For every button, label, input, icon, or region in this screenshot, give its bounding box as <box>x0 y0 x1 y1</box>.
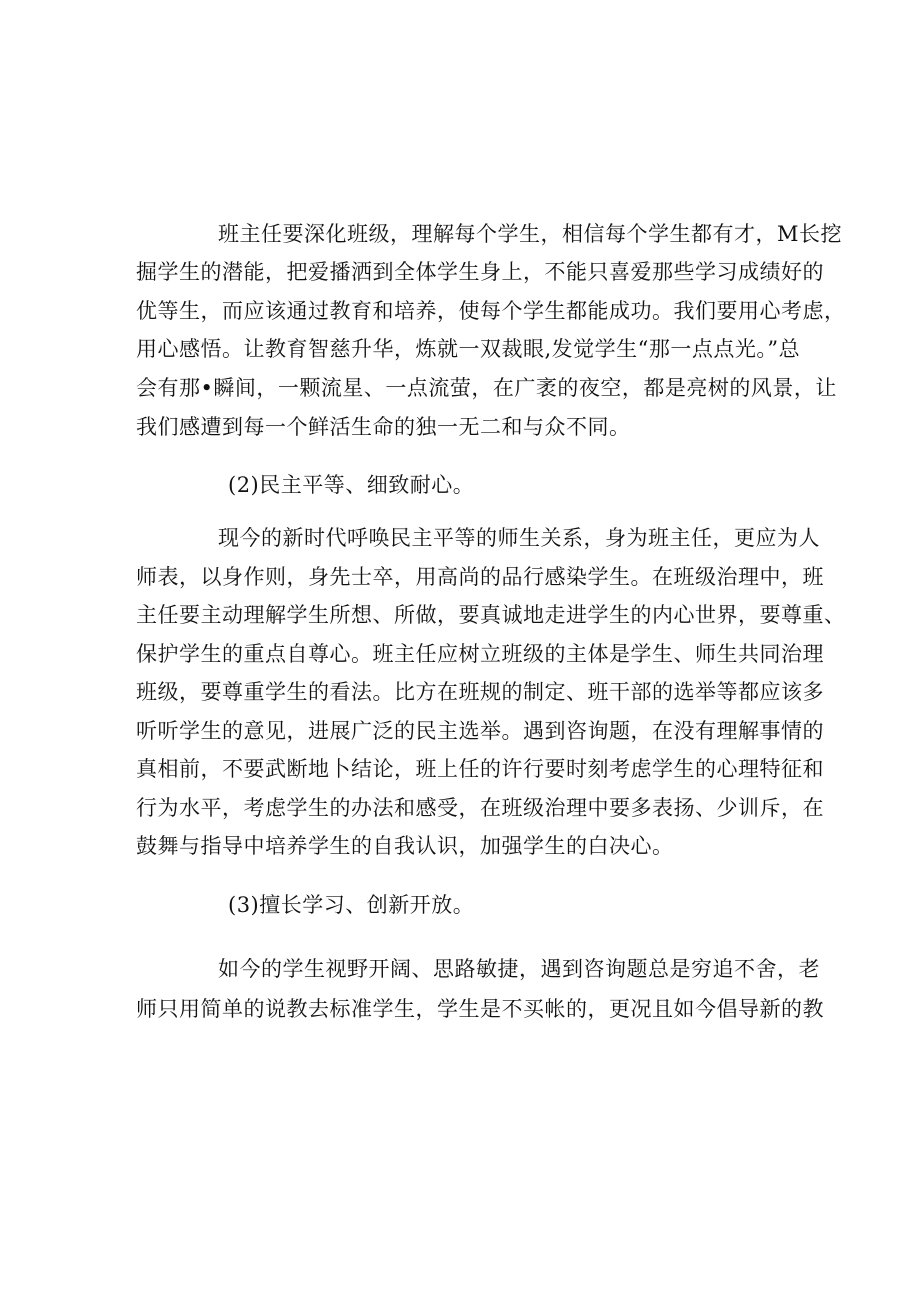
paragraph-1-line-2: 掘学生的潜能，把爱播洒到全体学生身上，不能只喜爱那些学习成绩好的 <box>136 260 824 284</box>
paragraph-2-line-1: 现今的新时代呼唤民主平等的师生关系，身为班主任，更应为人 <box>218 526 820 550</box>
paragraph-1-line-4: 用心感悟。让教育智慈升华，炼就一双裁眼,发觉学生“那一点点光。”总 <box>136 337 801 361</box>
paragraph-1-line-1: 班主任要深化班级，理解每个学生，相信每个学生都有才，M长挖 <box>218 222 842 246</box>
paragraph-2-line-8: 行为水平，考虑学生的办法和感受，在班级治理中要多表扬、少训斥，在 <box>136 796 824 820</box>
paragraph-2-line-4: 保护学生的重点自尊心。班主任应树立班级的主体是学生、师生共同治理 <box>136 642 824 666</box>
paragraph-2-line-5: 班级，要尊重学生的看法。比方在班规的制定、班干部的选举等都应该多 <box>136 680 824 704</box>
paragraph-1-line-5: 会有那•瞬间，一颗流星、一点流萤，在广袤的夜空，都是亮树的风景，让 <box>136 376 837 400</box>
paragraph-2-line-9: 鼓舞与指导中培养学生的自我认识，加强学生的白决心。 <box>136 834 674 858</box>
paragraph-3-line-2: 师只用简单的说教去标准学生，学生是不买帐的，更况且如今倡导新的教 <box>136 997 824 1021</box>
paragraph-1-line-3: 优等生，而应该通过教育和培养，使每个学生都能成功。我们要用心考虑， <box>136 299 846 323</box>
paragraph-2-line-7: 真相前，不要武断地卜结论，班上任的许行要时刻考虑学生的心理特征和 <box>136 757 824 781</box>
paragraph-2-line-2: 师表，以身作则，身先士卒，用高尚的品行感染学生。在班级治理中，班 <box>136 565 824 589</box>
paragraph-2-line-6: 听听学生的意见，进展广泛的民主选举。遇到咨询题，在没有理解事情的 <box>136 719 824 743</box>
paragraph-3-line-1: 如今的学生视野开阔、思路敏捷，遇到咨询题总是穷追不舍，老 <box>218 957 820 981</box>
section-heading-3: (3)擅长学习、创新开放。 <box>228 893 475 917</box>
paragraph-1-line-6: 我们感遭到每一个鲜活生命的独一无二和与众不同。 <box>136 415 631 439</box>
paragraph-2-line-3: 主任要主动理解学生所想、所做，要真诚地走进学生的内心世界，要尊重、 <box>136 603 846 627</box>
section-heading-2: (2)民主平等、细致耐心。 <box>228 473 475 497</box>
